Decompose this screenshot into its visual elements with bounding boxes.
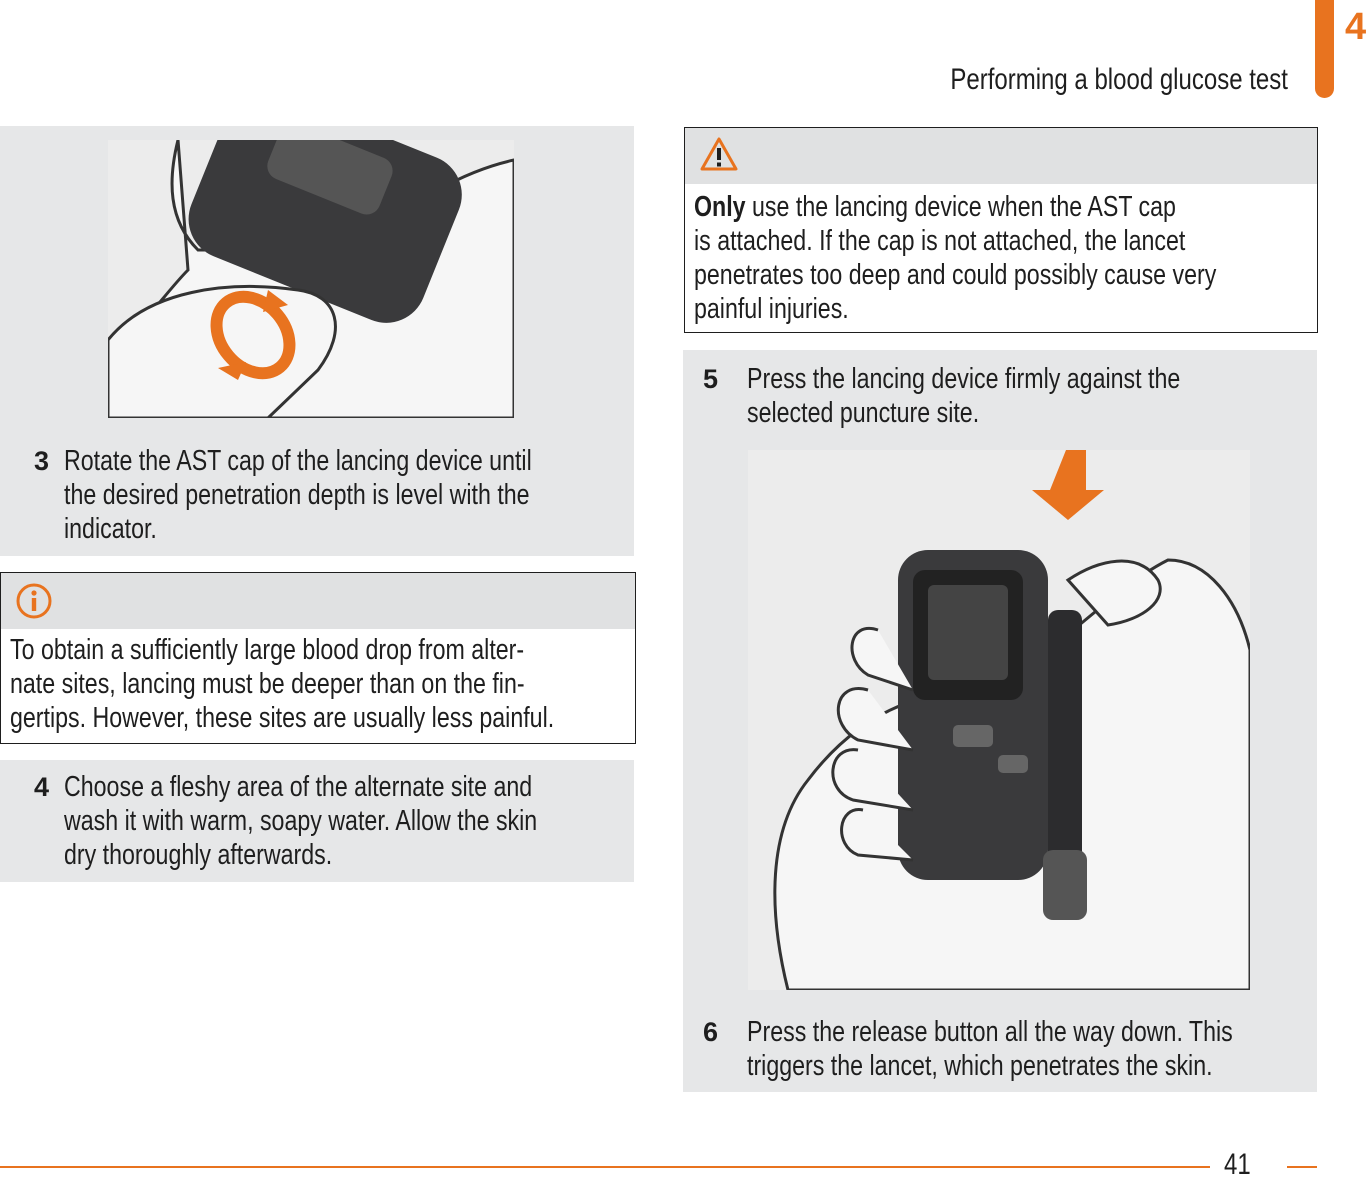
- step-line: Press the lancing device firmly against the: [747, 363, 1181, 395]
- info-icon: [15, 582, 53, 620]
- step-text: [747, 1015, 1354, 1083]
- step-line: indicator.: [64, 513, 157, 545]
- note-line: penetrates too deep and could possibly cause very: [694, 259, 1217, 291]
- step-line: wash it with warm, soapy water. Allow the skin: [64, 805, 538, 837]
- info-note: [0, 572, 636, 744]
- step-4-box: [0, 760, 634, 882]
- note-line: gertips. However, these sites are usually less painful.: [10, 702, 555, 734]
- step-line: Choose a fleshy area of the alternate site and: [64, 771, 533, 803]
- step-line: the desired penetration depth is level with the: [64, 479, 530, 511]
- press-device-illustration: [748, 450, 1250, 990]
- chapter-number: 4: [1345, 6, 1367, 48]
- step-line: selected puncture site.: [747, 397, 980, 429]
- step-line: Press the release button all the way down. This: [747, 1016, 1233, 1048]
- note-line: is attached. If the cap is not attached, the lancet: [694, 225, 1186, 257]
- warning-note-header: [685, 128, 1317, 184]
- step-line: dry thoroughly afterwards.: [64, 839, 333, 871]
- step-line: Rotate the AST cap of the lancing device until: [64, 445, 532, 477]
- info-note-text: [10, 633, 690, 735]
- step-number: 6: [703, 1017, 719, 1047]
- footer-rule-right: [1287, 1166, 1317, 1168]
- chapter-tab: [1315, 0, 1334, 98]
- step-text: [64, 444, 649, 546]
- note-line: nate sites, lancing must be deeper than on the fin-: [10, 668, 525, 700]
- step-3-box: [0, 126, 634, 556]
- page-number: 41: [1224, 1148, 1251, 1178]
- rotate-cap-illustration: [108, 140, 514, 418]
- step-number: 4: [34, 772, 50, 802]
- info-note-header: [1, 573, 635, 629]
- note-line: use the lancing device when the AST cap: [745, 191, 1176, 223]
- footer-rule: [0, 1166, 1210, 1168]
- warning-icon: [699, 136, 739, 172]
- step-text: [64, 770, 656, 872]
- note-line: painful injuries.: [694, 293, 849, 325]
- step-text: [747, 362, 1289, 430]
- running-header: Performing a blood glucose test: [950, 63, 1288, 96]
- warning-note: [684, 127, 1318, 333]
- step-line: triggers the lancet, which penetrates the skin.: [747, 1050, 1213, 1082]
- note-line: To obtain a sufficiently large blood drop from alter-: [10, 634, 525, 666]
- warning-note-text: [694, 190, 1347, 326]
- step-number: 5: [703, 364, 719, 394]
- warning-bold-word: Only: [694, 191, 746, 223]
- step-number: 3: [34, 446, 50, 476]
- step-5-6-box: [683, 350, 1317, 1092]
